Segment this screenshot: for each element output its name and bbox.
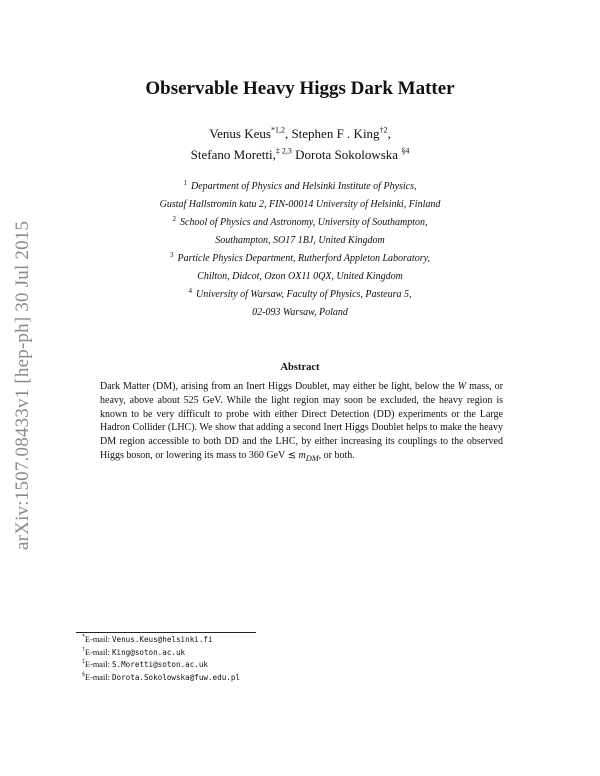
affiliation-1-line-1 — [0, 178, 600, 196]
affiliation-number: 3 — [170, 250, 174, 259]
author-list — [0, 123, 600, 165]
author-line-2: Stefano Moretti,$^{\ddagger 2,3}$ Dorota Sokolowska $^{\S 4}$ — [190, 146, 410, 162]
author-name: Dorota Sokolowska — [295, 147, 399, 162]
abstract-heading: Abstract — [280, 362, 320, 373]
author-mark: ‡ 2,3 — [275, 146, 292, 156]
lesssim-symbol: ≲ — [287, 449, 296, 461]
footnote-email: King@soton.ac.uk — [111, 647, 186, 657]
author-mark: §4 — [401, 146, 410, 156]
abstract-part-3: , or both. — [318, 449, 355, 461]
footnote-label: E-mail: — [85, 647, 112, 657]
paper-title: Observable Heavy Higgs Dark Matter — [145, 78, 455, 99]
footnote-label: E-mail: — [85, 635, 112, 644]
author-line-1: Venus Keus$^{*1,2}$, Stephen F . King$^{\dagger 2}$, — [209, 125, 391, 141]
abstract-part-1: Dark Matter (DM), arising from an Inert Higgs Doublet, may either be light, below the — [100, 381, 458, 392]
author-name: Stefano Moretti — [190, 147, 273, 162]
affiliation-2-line-1 — [0, 214, 600, 232]
author-name: Venus Keus — [209, 126, 271, 141]
affiliation-text: Particle Physics Department, Rutherford Appleton Laboratory, — [177, 253, 430, 264]
affiliation-1-line-2: Gustaf Hallstromin katu 2, FIN-00014 University of Helsinki, Finland — [159, 199, 441, 210]
footnote-mark: ‡ — [82, 659, 85, 666]
affiliation-number: 2 — [172, 214, 176, 223]
affiliation-4-line-2: 02-093 Warsaw, Poland — [252, 307, 348, 318]
mass-subscript: DM — [305, 453, 319, 463]
mass-symbol: m — [298, 449, 306, 461]
affiliation-3-line-2: Chilton, Didcot, Ozon OX11 0QX, United Kingdom — [197, 271, 403, 282]
footnote-item — [82, 659, 240, 672]
footnote-rule — [76, 632, 256, 633]
affiliation-text: University of Warsaw, Faculty of Physics, Pasteura 5, — [195, 289, 412, 300]
footnote-mark: † — [82, 646, 85, 653]
footnote-item — [82, 634, 240, 647]
footnote-item — [82, 672, 240, 685]
abstract-part-2: mass, or heavy, above about 525 GeV. While the light region may soon be excluded, the heavy region is known to be very difficult to probe with either Direct Detection (DD) experiments or the Large Hadron Collider (LHC). We show that adding a second Inert Higgs Doublet helps to make the heavy DM region accessible to both DD and the LHC, by either increasing its couplings to the observed Higgs boson, or lowering its mass to 360 GeV — [100, 381, 503, 461]
footnote-mark: * — [82, 634, 85, 641]
author-name: Stephen F . King — [291, 126, 380, 141]
w-symbol: W — [457, 381, 467, 392]
affiliation-text: Department of Physics and Helsinki Institute of Physics, — [190, 181, 417, 192]
footnote-label: E-mail: — [85, 660, 112, 670]
footnote-email: S.Moretti@soton.ac.uk — [111, 660, 208, 670]
author-mark: *1,2 — [270, 125, 285, 135]
affiliation-4-line-1 — [0, 286, 600, 304]
affiliation-2-line-2: Southampton, SO17 1BJ, United Kingdom — [215, 235, 385, 246]
footnote-label: E-mail: — [85, 673, 112, 683]
arxiv-stamp: arXiv:1507.08433v1 [hep-ph] 30 Jul 2015 — [12, 220, 33, 550]
affiliation-number: 1 — [183, 178, 187, 187]
affiliation-list — [0, 178, 600, 322]
footnote-mark: § — [82, 672, 85, 679]
footnote-email: Venus.Keus@helsinki.fi — [111, 635, 213, 644]
footnote-email: Dorota.Sokolowska@fuw.edu.pl — [111, 673, 240, 683]
abstract-text — [100, 380, 503, 466]
footnote-item — [82, 647, 240, 660]
affiliation-3-line-1 — [0, 250, 600, 268]
footnote-list — [82, 634, 240, 685]
affiliation-number: 4 — [188, 286, 192, 295]
affiliation-text: School of Physics and Astronomy, University of Southampton, — [180, 217, 428, 228]
author-mark: †2 — [379, 125, 388, 135]
